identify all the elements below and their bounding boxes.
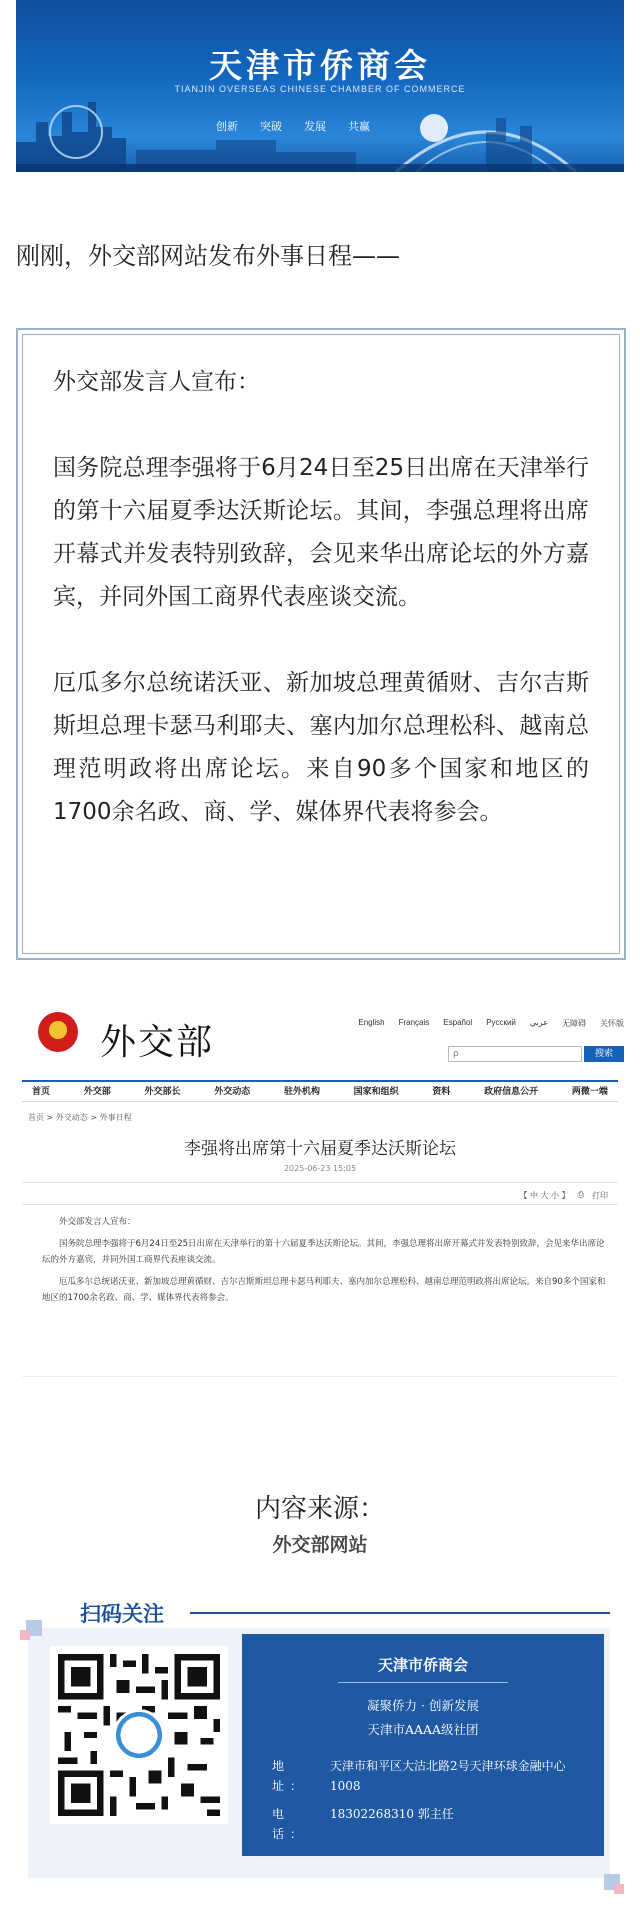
phone-row	[272, 1804, 580, 1844]
main-nav	[22, 1080, 618, 1102]
divider	[22, 1204, 618, 1205]
banner-title: 天津市侨商会	[209, 46, 431, 85]
language-link[interactable]: Español	[443, 1018, 473, 1027]
banner-subtitle: TIANJIN OVERSEAS CHINESE CHAMBER OF COMMERCE	[174, 84, 466, 94]
language-link[interactable]: Русский	[486, 1018, 516, 1027]
article-title: 李强将出席第十六届夏季达沃斯论坛	[184, 1139, 456, 1159]
announcement-box	[16, 328, 626, 960]
language-link[interactable]: English	[358, 1018, 385, 1027]
contact-card	[242, 1634, 604, 1856]
announcement-heading: 外交部发言人宣布：	[53, 369, 260, 395]
language-links	[358, 1018, 624, 1029]
intro-text: 刚刚，外交部网站发布外事日程——	[16, 242, 400, 270]
announcement-paragraph: 国务院总理李强将于6月24日至25日出席在天津举行的第十六届夏季达沃斯论坛。其间，李强总理将出席开幕式并发表特别致辞，会见来华出席论坛的外方嘉宾，并同外国工商界代表座谈交流。	[53, 455, 589, 610]
card-grade: 天津市AAAA级社团	[367, 1722, 479, 1737]
divider	[190, 1612, 610, 1614]
address-row	[272, 1756, 580, 1796]
decor-square	[20, 1630, 30, 1640]
article-date: 2025-06-23 15:05	[283, 1164, 357, 1173]
search-button[interactable]: 搜索	[584, 1046, 624, 1062]
mfa-logo: 外交部	[100, 1022, 215, 1063]
address-value: 天津市和平区大沽北路2号天津环球金融中心1008	[330, 1759, 566, 1793]
follow-card	[20, 1598, 624, 1894]
announcement-paragraph: 厄瓜多尔总统诺沃亚、新加坡总理黄循财、吉尔吉斯斯坦总理卡瑟马利耶夫、塞内加尔总理松科、越南总理范明政将出席论坛。来自90多个国家和地区的1700余名政、商、学、媒体界代表将参会。	[53, 670, 589, 825]
card-slogan: 凝聚侨力 · 创新发展	[367, 1698, 479, 1713]
source-value: 外交部网站	[272, 1534, 368, 1556]
nav-item[interactable]: 首页	[32, 1087, 51, 1097]
banner-slogan: 共赢	[348, 120, 370, 133]
nav-item[interactable]: 资料	[432, 1087, 451, 1097]
banner-slogan: 突破	[260, 120, 282, 133]
divider	[338, 1682, 508, 1683]
mfa-website-screenshot	[16, 1000, 624, 1380]
banner-slogan: 发展	[304, 120, 326, 133]
nav-item[interactable]: 政府信息公开	[484, 1087, 539, 1097]
article-body	[42, 1214, 608, 1312]
font-size-switcher[interactable]: 【 中 大 小 】	[519, 1191, 570, 1200]
phone-value[interactable]: 18302268310 郭主任	[330, 1807, 454, 1821]
announcement-inner	[22, 334, 620, 954]
language-link[interactable]: عربي	[529, 1018, 548, 1027]
source-label: 内容来源：	[254, 1494, 385, 1524]
article-tools	[519, 1190, 608, 1201]
address-label: 地 址：	[272, 1759, 309, 1793]
nav-item[interactable]: 外交动态	[214, 1087, 251, 1097]
nav-item[interactable]: 国家和组织	[353, 1087, 399, 1097]
qr-code[interactable]	[50, 1646, 228, 1824]
nav-item[interactable]: 驻外机构	[283, 1087, 320, 1097]
language-link[interactable]: Français	[398, 1018, 430, 1027]
national-emblem-icon	[38, 1012, 78, 1052]
divider	[22, 1376, 618, 1377]
nav-item[interactable]: 两微一端	[571, 1087, 608, 1097]
article-paragraph: 厄瓜多尔总统诺沃亚、新加坡总理黄循财、吉尔吉斯斯坦总理卡瑟马利耶夫、塞内加尔总理松科、越南总理范明政将出席论坛。来自90多个国家和地区的1700余名政、商、学、媒体界代表将参会。	[42, 1277, 606, 1303]
nav-item[interactable]: 外交部长	[144, 1087, 181, 1097]
banner-slogans	[216, 118, 370, 134]
decor-square	[614, 1884, 624, 1894]
print-button[interactable]: 打印	[592, 1191, 608, 1200]
scan-title: 扫码关注	[80, 1602, 164, 1626]
language-link[interactable]: 关怀版	[600, 1019, 624, 1028]
language-link[interactable]: 无障碍	[562, 1019, 586, 1028]
card-title: 天津市侨商会	[377, 1656, 468, 1674]
print-icon[interactable]: ⎙	[577, 1190, 584, 1199]
nav-item[interactable]: 外交部	[83, 1087, 111, 1097]
divider	[22, 1182, 618, 1183]
banner-slogan: 创新	[216, 120, 238, 133]
breadcrumb[interactable]: 首页 > 外交动态 > 外事日程	[28, 1113, 132, 1122]
phone-label: 电 话：	[272, 1807, 309, 1841]
article-paragraph: 外交部发言人宣布：	[59, 1217, 136, 1227]
qr-code-icon	[58, 1654, 220, 1816]
banner	[16, 0, 624, 172]
search-input[interactable]: ρ	[448, 1046, 582, 1062]
article-paragraph: 国务院总理李强将于6月24日至25日出席在天津举行的第十六届夏季达沃斯论坛。其间，李强总理将出席开幕式并发表特别致辞，会见来华出席论坛的外方嘉宾，并同外国工商界代表座谈交流。	[42, 1239, 605, 1265]
